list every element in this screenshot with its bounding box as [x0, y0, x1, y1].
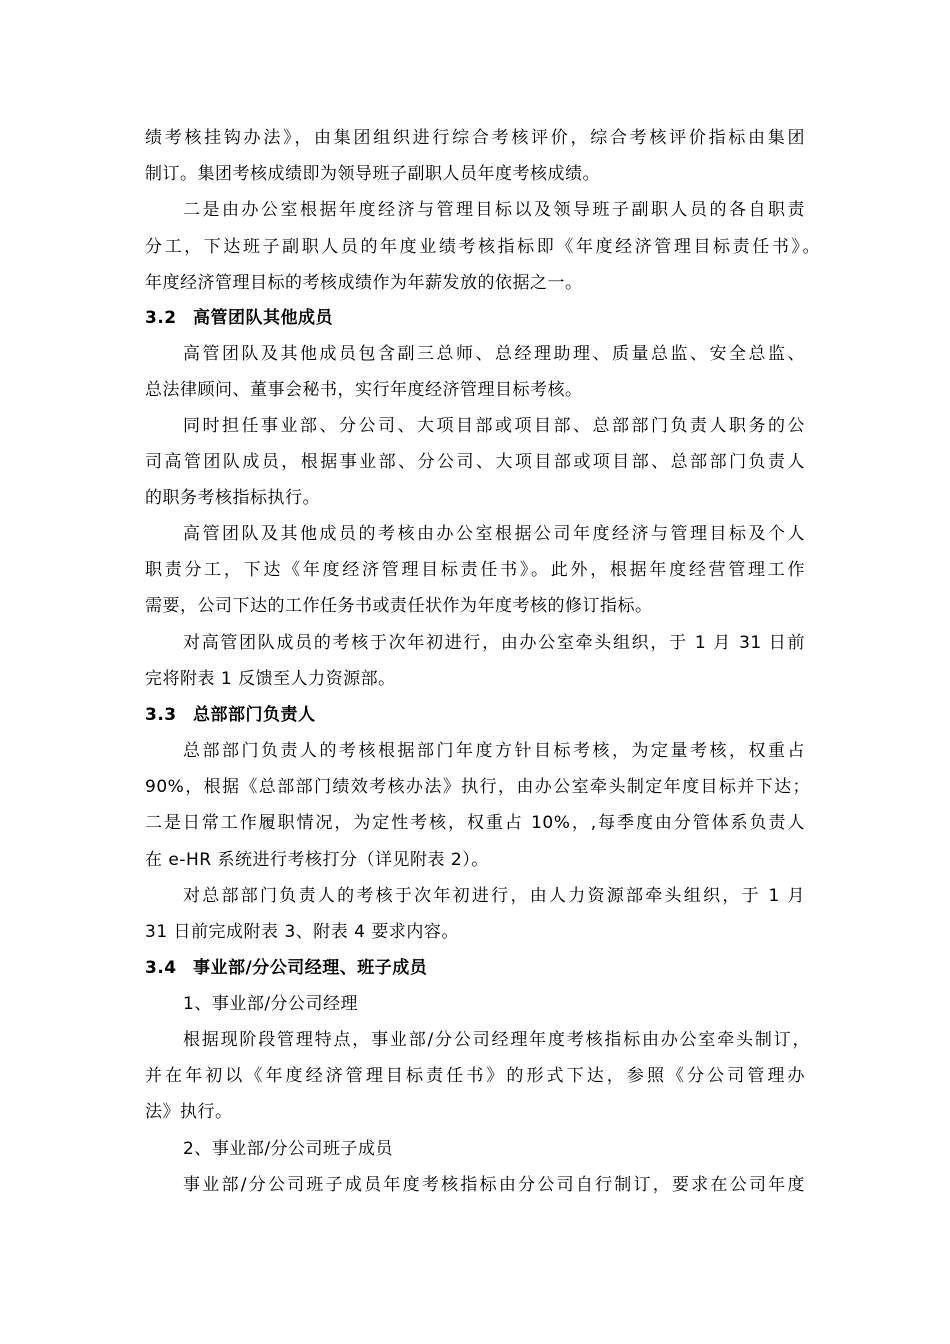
paragraph-line: 同时担任事业部、分公司、大项目部或项目部、总部部门负责人职务的公 [183, 416, 805, 436]
paragraph-line: 事业部/分公司班子成员年度考核指标由分公司自行制订，要求在公司年度 [183, 1175, 805, 1195]
paragraph-line: 分工，下达班子副职人员的年度业绩考核指标即《年度经济管理目标责任书》。 [145, 237, 820, 257]
section-heading-3-4 [145, 951, 427, 985]
paragraph-line: 总部部门负责人的考核根据部门年度方针目标考核，为定量考核，权重占 [183, 741, 805, 761]
paragraph-line: 对总部部门负责人的考核于次年初进行，由人力资源部牵头组织，于 1 月 [183, 886, 805, 906]
paragraph-line: 年度经济管理目标的考核成绩作为年薪发放的依据之一。 [145, 273, 583, 293]
paragraph-line: 对高管团队成员的考核于次年初进行，由办公室牵头组织，于 1 月 31 日前 [183, 633, 805, 653]
subsection-title: 1、事业部/分公司经理 [183, 994, 359, 1014]
paragraph-line: 并在年初以《年度经济管理目标责任书》的形式下达，参照《分公司管理办 [145, 1066, 805, 1086]
paragraph-line: 职责分工，下达《年度经济管理目标责任书》。此外，根据年度经营管理工作 [145, 560, 805, 580]
paragraph-line: 31 日前完成附表 3、附表 4 要求内容。 [145, 922, 459, 942]
paragraph-line: 需要，公司下达的工作任务书或责任状作为年度考核的修订指标。 [145, 596, 653, 616]
section-title: 高管团队其他成员 [193, 308, 333, 328]
section-number: 3.3 [145, 705, 177, 725]
section-title: 事业部/分公司经理、班子成员 [193, 958, 428, 978]
section-number: 3.2 [145, 308, 177, 328]
subsection-title: 2、事业部/分公司班子成员 [183, 1139, 394, 1159]
section-heading-3-2 [145, 301, 333, 335]
section-title: 总部部门负责人 [193, 705, 316, 725]
paragraph-line: 在 e-HR 系统进行考核打分（详见附表 2）。 [145, 850, 489, 870]
paragraph-line: 完将附表 1 反馈至人力资源部。 [145, 669, 396, 689]
paragraph-line: 高管团队及其他成员包含副三总师、总经理助理、质量总监、安全总监、 [183, 344, 805, 364]
paragraph-line: 二是日常工作履职情况，为定性考核，权重占 10%，,每季度由分管体系负责人 [145, 813, 805, 833]
paragraph-line: 绩考核挂钩办法》，由集团组织进行综合考核评价，综合考核评价指标由集团 [145, 128, 805, 148]
paragraph-line: 高管团队及其他成员的考核由办公室根据公司年度经济与管理目标及个人 [183, 524, 805, 544]
paragraph-line: 法》执行。 [145, 1102, 233, 1122]
paragraph-line: 根据现阶段管理特点，事业部/分公司经理年度考核指标由办公室牵头制订， [183, 1030, 810, 1050]
section-heading-3-3 [145, 698, 316, 732]
paragraph-line: 二是由办公室根据年度经济与管理目标以及领导班子副职人员的各自职责 [183, 200, 805, 220]
paragraph-line: 总法律顾问、董事会秘书，实行年度经济管理目标考核。 [145, 380, 583, 400]
paragraph-line: 制订。集团考核成绩即为领导班子副职人员年度考核成绩。 [145, 164, 600, 184]
section-number: 3.4 [145, 958, 177, 978]
paragraph-line: 司高管团队成员，根据事业部、分公司、大项目部或项目部、总部部门负责人 [145, 452, 805, 472]
paragraph-line: 的职务考核指标执行。 [145, 488, 320, 508]
paragraph-line: 90%，根据《总部部门绩效考核办法》执行，由办公室牵头制定年度目标并下达； [145, 777, 810, 797]
